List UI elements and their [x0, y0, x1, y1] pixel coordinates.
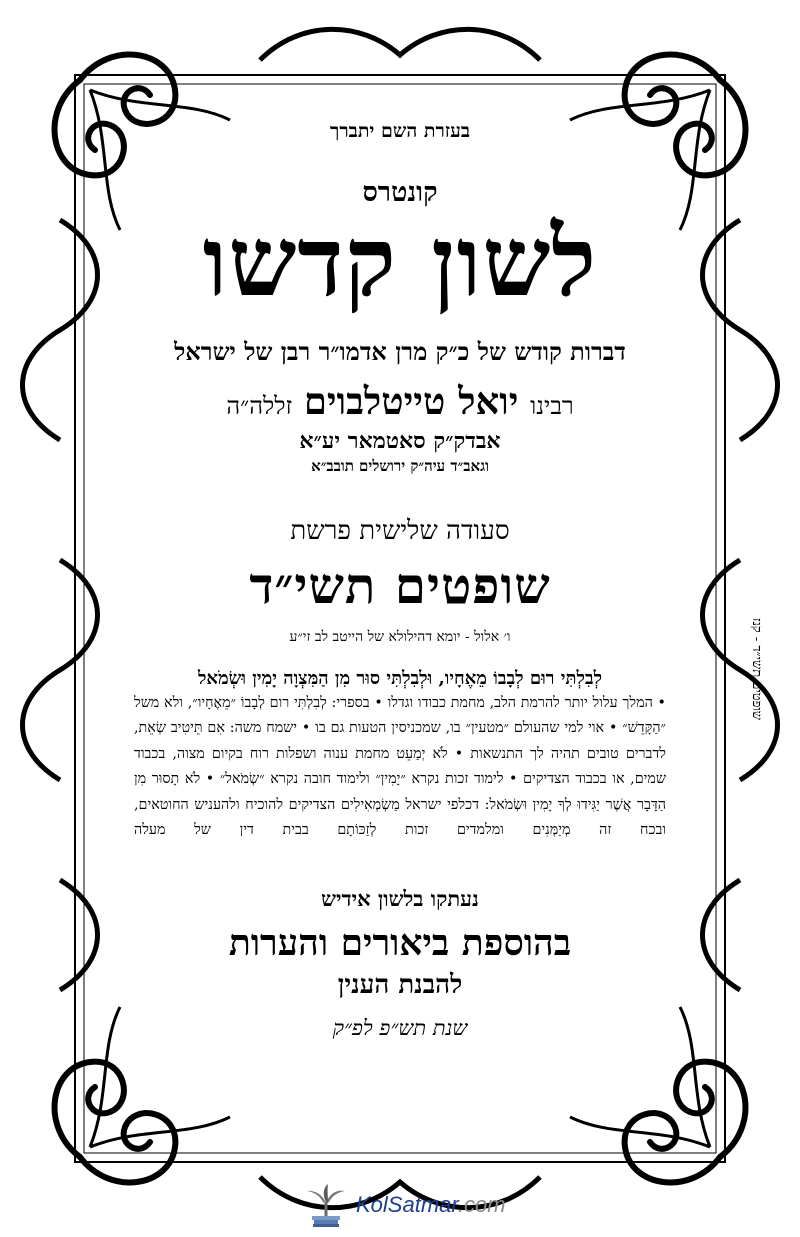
logo-wordmark — [356, 1192, 506, 1218]
running-head: שופטים תשי״ד - קנז — [749, 617, 764, 720]
author-name: יואל טייטלבוים — [303, 378, 519, 423]
summary-paragraph: • המלך עלול יותר להרמת הלב, מחמת כבודו וגדלו • בספרי: לְבִלְתִּי רום לְבָבוֹ ״מֵאֶחָיו״, ולא משל ״הַקָּדֵשׁ״ • אוי למי שהעולם ״מטעין״ בו, שמכניסין הטעות גם בו • ישמח משה: אִם תֵּיטִיב שְׂאֵת, לדברים טובים תהיה לך התנשאות • לֹא יְמַעֵט מחמת ענוה ושפלות רוח בקיום מצוה, בכבוד שמים, או בכבוד הצדיקים • לימוד זכות נקרא ״יָמִין״ ולימוד חובה נקרא ״שְׂמֹאל״ • לֹא תָסוּר מִן הַדָּבָר אֲשֶׁר יַגִּידוּ לְךָ יָמִין וּשְׂמֹאל: דכלפי ישראל מַשְׂמְאִילִים הצדיקים להוכיח ולהעניש החוטאים, ובכח זה מְיַמְּנִים ומלמדים זכות לְזַכּוֹתָם בבית דין של מעלה — [134, 694, 666, 839]
blessing-line: בעזרת השם יתברך — [330, 120, 470, 142]
author-title-secondary: וגאב״ד עיה״ק ירושלים תובב״א — [311, 456, 489, 475]
kuntres-label: קונטרס — [362, 177, 438, 208]
palm-tree-books-icon — [304, 1182, 348, 1228]
logo-tld: .com — [457, 1192, 506, 1217]
publication-year: שנת תש״פ לפ״ק — [332, 1015, 468, 1040]
seuda-label: סעודה שלישית פרשת — [290, 515, 510, 546]
author-prefix: רבינו — [530, 391, 574, 420]
logo-brand: KolSatmar — [356, 1192, 458, 1217]
translated-note: נעתקו בלשון אידיש — [321, 885, 479, 911]
understanding-note: להבנת הענין — [337, 969, 463, 1000]
author-name-line — [128, 379, 672, 424]
author-suffix: זללה״ה — [226, 391, 293, 420]
additions-note: בהוספת ביאורים והערות — [228, 921, 572, 964]
author-title: אבדק״ק סאטמאר יע״א — [299, 427, 501, 454]
main-title: לשון קדשו — [202, 205, 598, 318]
kolsatmar-logo[interactable] — [304, 1180, 506, 1230]
parsha-title: שופטים תשי״ד — [249, 555, 551, 615]
hilula-date: ו׳ אלול - יומא דהילולא של הייטב לב זי״ע — [289, 628, 511, 645]
verse-quote: לְבִלְתִּי רוּם לְבָבוֹ מֵאֶחָיו, וּלְבִלְתִּי סוּר מִן הַמִּצְוָה יָמִין וּשְׂמֹאל — [197, 667, 602, 689]
author-intro: דברות קודש של כ״ק מרן אדמו״ר רבן של ישראל — [174, 336, 626, 366]
title-page — [128, 100, 672, 1041]
